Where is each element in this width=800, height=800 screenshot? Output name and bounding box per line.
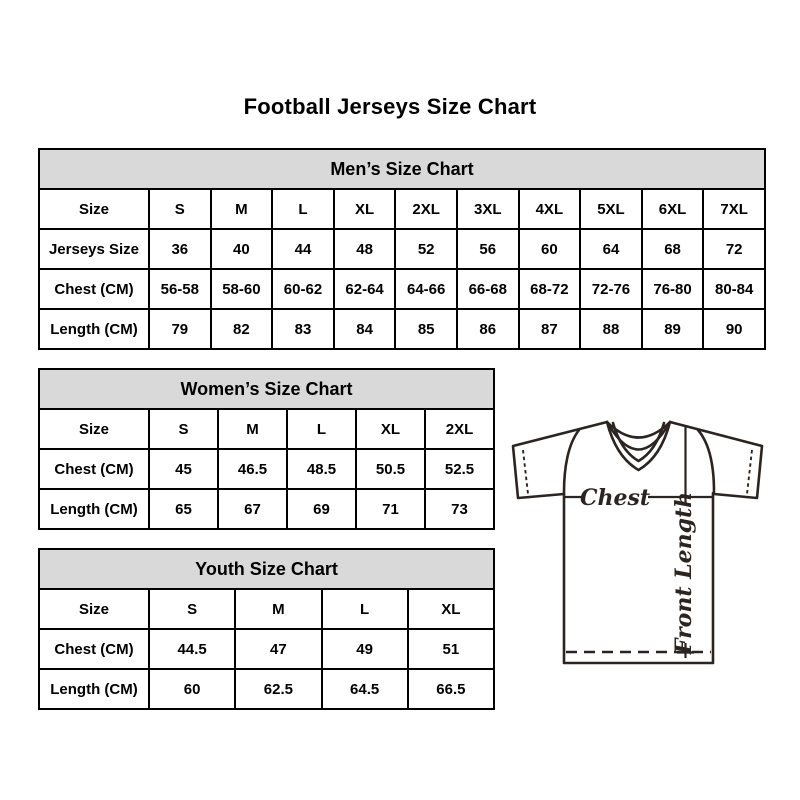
value-cell: S [149, 189, 211, 229]
value-cell: 64 [580, 229, 642, 269]
table-row [39, 449, 494, 489]
value-cell: 48.5 [287, 449, 356, 489]
womens-size-table [38, 368, 495, 530]
value-cell: 60 [149, 669, 235, 709]
value-cell: 69 [287, 489, 356, 529]
value-cell: 84 [334, 309, 396, 349]
value-cell: 60 [519, 229, 581, 269]
value-cell: 56 [457, 229, 519, 269]
value-cell: 86 [457, 309, 519, 349]
row-label-cell: Chest (CM) [39, 269, 149, 309]
value-cell: 44 [272, 229, 334, 269]
table-title-row [39, 149, 765, 189]
value-cell: 66.5 [408, 669, 494, 709]
value-cell: 2XL [425, 409, 494, 449]
value-cell: 4XL [519, 189, 581, 229]
row-label-cell: Length (CM) [39, 669, 149, 709]
value-cell: 68-72 [519, 269, 581, 309]
value-cell: 47 [235, 629, 321, 669]
value-cell: 68 [642, 229, 704, 269]
table-row [39, 409, 494, 449]
value-cell: 44.5 [149, 629, 235, 669]
table-title-row [39, 369, 494, 409]
row-label-cell: Chest (CM) [39, 449, 149, 489]
value-cell: 87 [519, 309, 581, 349]
value-cell: 7XL [703, 189, 765, 229]
right-cuff-dashed-seam [747, 450, 752, 494]
value-cell: L [272, 189, 334, 229]
value-cell: 52.5 [425, 449, 494, 489]
value-cell: 6XL [642, 189, 704, 229]
table-row [39, 189, 765, 229]
value-cell: 45 [149, 449, 218, 489]
value-cell: 80-84 [703, 269, 765, 309]
row-label-cell: Length (CM) [39, 309, 149, 349]
value-cell: S [149, 589, 235, 629]
table-row [39, 269, 765, 309]
value-cell: 64.5 [322, 669, 408, 709]
value-cell: 82 [211, 309, 273, 349]
youth-size-table [38, 548, 495, 710]
mens-size-table [38, 148, 766, 350]
value-cell: 3XL [457, 189, 519, 229]
value-cell: 71 [356, 489, 425, 529]
value-cell: 5XL [580, 189, 642, 229]
table-row [39, 629, 494, 669]
value-cell: 67 [218, 489, 287, 529]
value-cell: XL [408, 589, 494, 629]
mens-table-title: Men’s Size Chart [39, 149, 765, 189]
row-label-cell: Size [39, 409, 149, 449]
value-cell: 52 [395, 229, 457, 269]
value-cell: 48 [334, 229, 396, 269]
value-cell: 60-62 [272, 269, 334, 309]
table-row [39, 589, 494, 629]
youth-table-title: Youth Size Chart [39, 549, 494, 589]
value-cell: 40 [211, 229, 273, 269]
value-cell: 88 [580, 309, 642, 349]
value-cell: L [287, 409, 356, 449]
value-cell: 65 [149, 489, 218, 529]
value-cell: 62-64 [334, 269, 396, 309]
table-row [39, 229, 765, 269]
value-cell: M [235, 589, 321, 629]
front-length-label: Front Length [671, 491, 697, 655]
chest-label: Chest [579, 485, 651, 511]
value-cell: 83 [272, 309, 334, 349]
row-label-cell: Size [39, 589, 149, 629]
row-label-cell: Length (CM) [39, 489, 149, 529]
value-cell: M [211, 189, 273, 229]
value-cell: 50.5 [356, 449, 425, 489]
jersey-left-armhole-seam [564, 430, 579, 492]
value-cell: 46.5 [218, 449, 287, 489]
value-cell: 89 [642, 309, 704, 349]
value-cell: 72-76 [580, 269, 642, 309]
value-cell: XL [334, 189, 396, 229]
value-cell: 73 [425, 489, 494, 529]
value-cell: L [322, 589, 408, 629]
row-label-cell: Size [39, 189, 149, 229]
table-title-row [39, 549, 494, 589]
value-cell: 49 [322, 629, 408, 669]
womens-table-title: Women’s Size Chart [39, 369, 494, 409]
page-title: Football Jerseys Size Chart [243, 94, 537, 119]
value-cell: XL [356, 409, 425, 449]
row-label-cell: Jerseys Size [39, 229, 149, 269]
value-cell: 36 [149, 229, 211, 269]
value-cell: M [218, 409, 287, 449]
value-cell: 66-68 [457, 269, 519, 309]
jersey-right-armhole-seam [698, 430, 714, 492]
left-cuff-dashed-seam [523, 450, 528, 494]
table-row [39, 489, 494, 529]
value-cell: 58-60 [211, 269, 273, 309]
value-cell: 76-80 [642, 269, 704, 309]
value-cell: 62.5 [235, 669, 321, 709]
table-row [39, 669, 494, 709]
value-cell: 72 [703, 229, 765, 269]
value-cell: 79 [149, 309, 211, 349]
value-cell: 64-66 [395, 269, 457, 309]
jersey-diagram [500, 398, 780, 678]
value-cell: 56-58 [149, 269, 211, 309]
value-cell: 2XL [395, 189, 457, 229]
value-cell: 51 [408, 629, 494, 669]
row-label-cell: Chest (CM) [39, 629, 149, 669]
value-cell: S [149, 409, 218, 449]
value-cell: 90 [703, 309, 765, 349]
value-cell: 85 [395, 309, 457, 349]
table-row [39, 309, 765, 349]
